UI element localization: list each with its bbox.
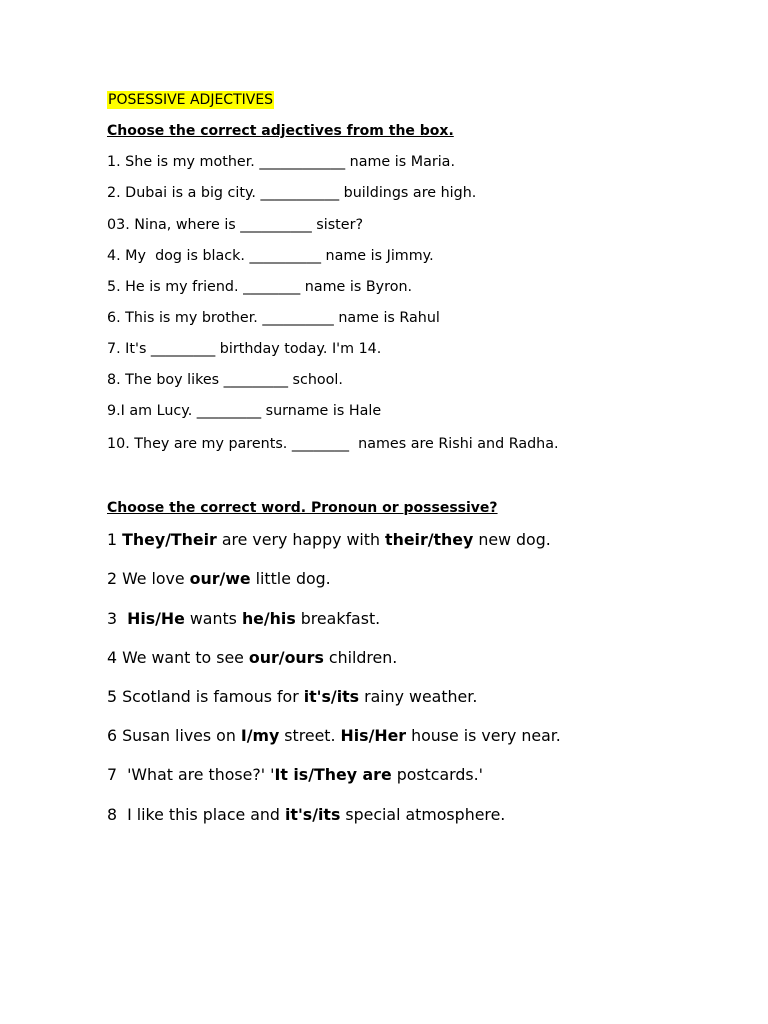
- item-text: wants: [184, 609, 242, 628]
- exercise2-item: [107, 609, 380, 629]
- item-text: are very happy with: [216, 530, 386, 549]
- section2-heading: Choose the correct word. Pronoun or possessive?: [107, 500, 498, 516]
- exercise1-item: 03. Nina, where is __________ sister?: [107, 217, 364, 233]
- section1-heading: Choose the correct adjectives from the box.: [107, 123, 454, 139]
- item-text: children.: [323, 648, 398, 667]
- item-text: 3: [107, 609, 128, 628]
- exercise2-item: [107, 530, 551, 550]
- item-text: street.: [279, 726, 341, 745]
- exercise1-item: 10. They are my parents. ________ names are Rishi and Radha.: [107, 436, 559, 452]
- choice-option: They/Their: [122, 530, 217, 549]
- choice-option: he/his: [241, 609, 296, 628]
- choice-option: His/Her: [340, 726, 407, 745]
- exercise2-item: [107, 569, 331, 589]
- item-text: 4 We want to see: [107, 648, 249, 667]
- item-text: house is very near.: [406, 726, 561, 745]
- item-text: little dog.: [250, 569, 331, 588]
- choice-option: I/my: [240, 726, 280, 745]
- exercise2-item: [107, 726, 561, 746]
- item-text: 5 Scotland is famous for: [107, 687, 304, 706]
- exercise2-item: [107, 648, 397, 668]
- choice-option: His/He: [127, 609, 185, 628]
- page-title: POSESSIVE ADJECTIVES: [108, 92, 274, 108]
- exercise1-item: 4. My dog is black. __________ name is Jimmy.: [107, 248, 434, 264]
- item-text: new dog.: [473, 530, 551, 549]
- item-text: 1: [107, 530, 123, 549]
- exercise2-item: [107, 805, 505, 825]
- exercise2-item: [107, 765, 483, 785]
- exercise1-item: 1. She is my mother. ____________ name is Maria.: [107, 154, 455, 170]
- item-text: rainy weather.: [359, 687, 478, 706]
- item-text: 6 Susan lives on: [107, 726, 241, 745]
- exercise1-item: 5. He is my friend. ________ name is Byron.: [107, 279, 413, 295]
- exercise2-item: [107, 687, 477, 707]
- choice-option: our/ours: [248, 648, 324, 667]
- item-text: special atmosphere.: [340, 805, 506, 824]
- item-text: 2 We love: [107, 569, 190, 588]
- exercise1-item: 6. This is my brother. __________ name is Rahul: [107, 310, 440, 326]
- exercise1-item: 2. Dubai is a big city. ___________ buildings are high.: [107, 185, 477, 201]
- choice-option: it's/its: [285, 805, 341, 824]
- item-text: 7 'What are those?' ': [107, 765, 275, 784]
- choice-option: our/we: [189, 569, 251, 588]
- exercise1-item: 8. The boy likes _________ school.: [107, 372, 343, 388]
- choice-option: it's/its: [303, 687, 360, 706]
- choice-option: It is/They are: [274, 765, 392, 784]
- item-text: breakfast.: [295, 609, 381, 628]
- choice-option: their/they: [385, 530, 474, 549]
- item-text: postcards.': [391, 765, 484, 784]
- item-text: 8 I like this place and: [107, 805, 285, 824]
- exercise1-item: 9.I am Lucy. _________ surname is Hale: [107, 403, 382, 419]
- exercise1-item: 7. It's _________ birthday today. I'm 14.: [107, 341, 382, 357]
